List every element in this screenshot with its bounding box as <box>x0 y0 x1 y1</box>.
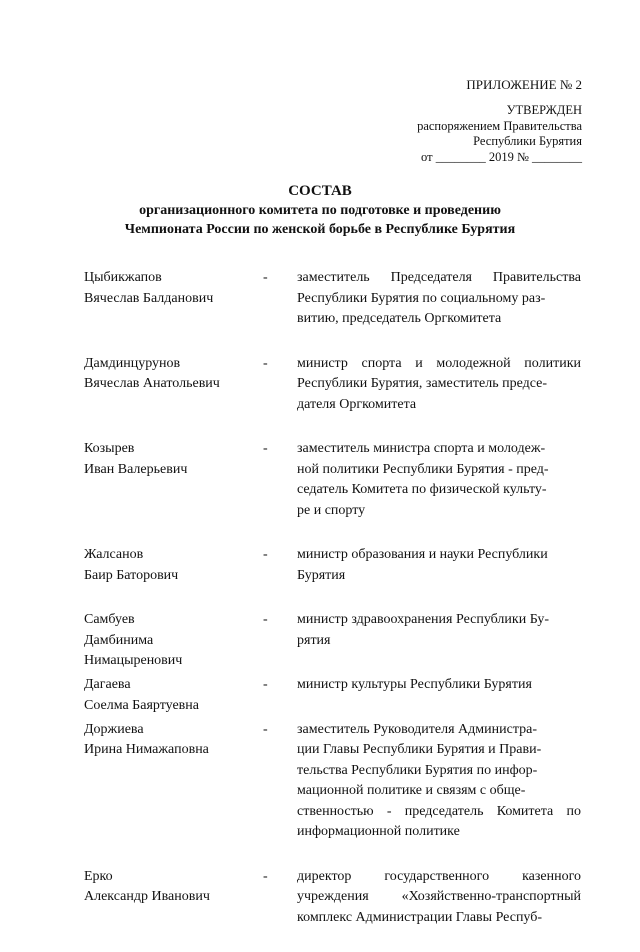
committee-member <box>84 354 580 416</box>
member-dash: - <box>263 547 268 562</box>
approval-line: УТВЕРЖДЕН <box>506 103 582 117</box>
title-subline: Чемпионата России по женской борьбе в Республике Бурятия <box>124 222 516 237</box>
title-subline: организационного комитета по подготовке и проведению <box>139 203 501 218</box>
committee-member <box>84 675 580 713</box>
member-dash: - <box>263 677 268 692</box>
approval-line: Республики Бурятия <box>473 134 582 148</box>
member-role: директор государственного казенного учреждения «Хозяйственно-транспортный комплекс Администрации Главы Респуб- <box>297 868 581 925</box>
member-name: Дагаева Соелма Баяртуевна <box>84 677 199 713</box>
member-role: министр образования и науки Республики Бурятия <box>297 547 548 583</box>
member-name: Цыбикжапов Вячеслав Балданович <box>84 270 214 306</box>
member-dash: - <box>263 612 268 627</box>
member-role: министр здравоохранения Республики Бу- рятия <box>297 612 550 648</box>
approval-line: распоряжением Правительства <box>417 118 582 133</box>
member-name: Дамдинцурунов Вячеслав Анатольевич <box>84 355 220 391</box>
committee-member <box>84 439 580 521</box>
member-role: министр культуры Республики Бурятия <box>297 677 532 692</box>
committee-member <box>84 545 580 586</box>
committee-member <box>84 867 580 929</box>
committee-member <box>84 610 580 668</box>
member-name: Жалсанов Баир Баторович <box>84 547 179 583</box>
member-name: Козырев Иван Валерьевич <box>84 441 188 477</box>
approval-block <box>417 103 582 165</box>
document-title <box>0 181 640 239</box>
member-role: заместитель Председателя Правительства Республики Бурятия по социальному раз- витию, председатель Оргкомитета <box>297 270 581 326</box>
member-dash: - <box>263 270 268 285</box>
title-line: СОСТАВ <box>288 183 352 199</box>
member-dash: - <box>263 721 268 737</box>
member-dash: - <box>263 441 268 456</box>
member-name: Самбуев Дамбинима Нимацыренович <box>84 612 183 668</box>
committee-member <box>84 268 580 330</box>
member-name: Доржиева Ирина Нимажаповна <box>84 721 209 757</box>
member-role: заместитель Руководителя Администра- ции Главы Республики Бурятия и Прави- тельства Республики Бурятия по инфор- мационной политике и связям с обще- ственностью - председатель Комитета по информационной политике <box>297 721 581 839</box>
committee-member <box>84 720 580 843</box>
committee-member-list <box>84 268 580 952</box>
member-dash: - <box>263 355 268 371</box>
member-name: Ерко Александр Иванович <box>84 868 210 904</box>
member-role: заместитель министра спорта и молодеж- ной политики Республики Бурятия - пред- седатель Комитета по физической культу- ре и спорту <box>297 441 549 518</box>
member-role: министр спорта и молодежной политики Республики Бурятия, заместитель предсе- дателя Оргкомитета <box>297 355 581 412</box>
appendix-label: ПРИЛОЖЕНИЕ № 2 <box>466 77 582 92</box>
member-dash: - <box>263 868 268 884</box>
approval-date-line: от ________ 2019 № ________ <box>421 149 582 164</box>
